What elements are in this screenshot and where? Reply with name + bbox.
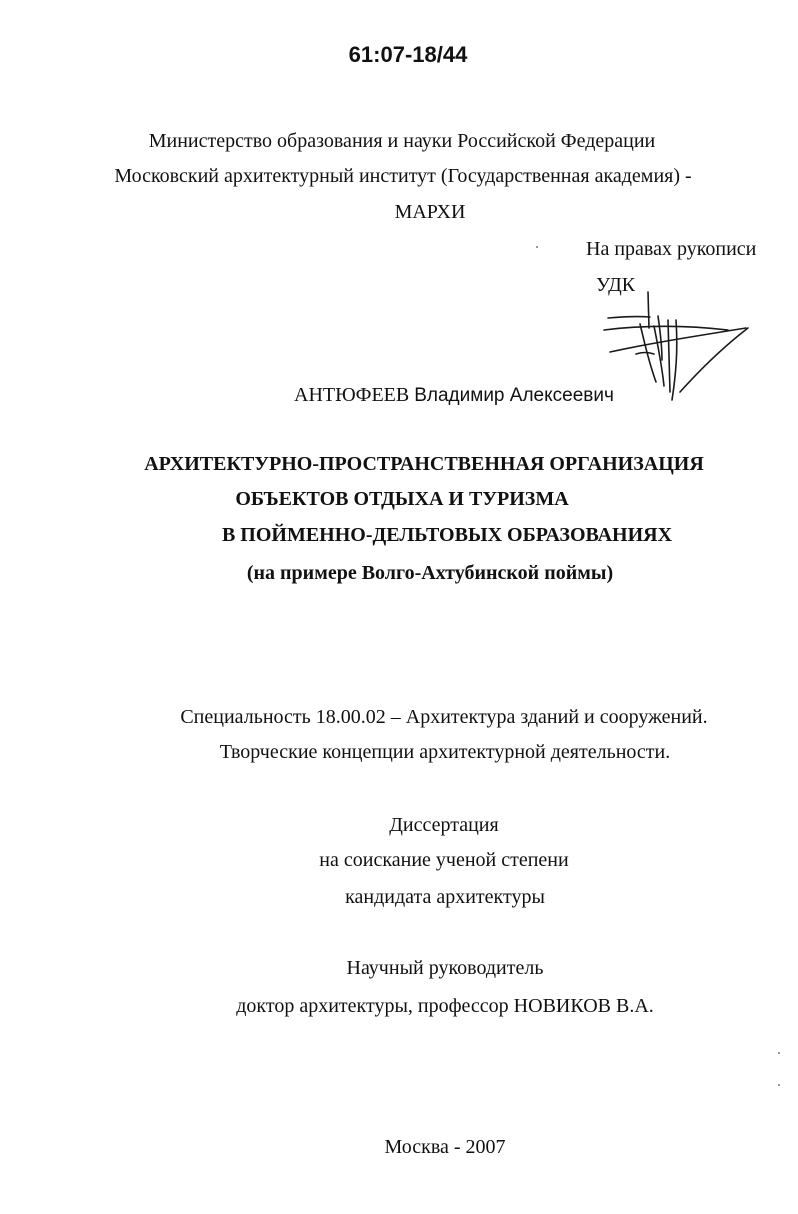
scan-speck xyxy=(778,1084,780,1086)
author-given-names: Владимир Алексеевич xyxy=(414,385,614,406)
scan-speck xyxy=(536,246,538,248)
handwritten-signature xyxy=(596,290,756,402)
city-year: Москва - 2007 xyxy=(384,1136,506,1158)
manuscript-note: На правах рукописи xyxy=(586,238,757,260)
udk-label: УДК xyxy=(596,274,636,296)
degree-line-1: Диссертация xyxy=(389,814,499,836)
catalog-number: 61:07-18/44 xyxy=(348,42,468,67)
ministry-name: Министерство образования и науки Российской Федерации xyxy=(148,130,656,152)
specialty-line-2: Творческие концепции архитектурной деятельности. xyxy=(219,741,671,763)
degree-line-3: кандидата архитектуры xyxy=(345,886,545,908)
title-line-3: В ПОЙМЕННО-ДЕЛЬТОВЫХ ОБРАЗОВАНИЯХ xyxy=(221,524,673,546)
scan-speck xyxy=(778,1052,780,1054)
supervisor-label: Научный руководитель xyxy=(346,957,544,979)
degree-line-2: на соискание ученой степени xyxy=(319,849,569,871)
institute-abbreviation: МАРХИ xyxy=(394,201,466,223)
title-line-1: АРХИТЕКТУРНО-ПРОСТРАНСТВЕННАЯ ОРГАНИЗАЦИЯ xyxy=(144,453,704,475)
title-line-2: ОБЪЕКТОВ ОТДЫХА И ТУРИЗМА xyxy=(235,488,569,510)
author-surname: АНТЮФЕЕВ xyxy=(294,384,410,406)
specialty-line-1: Специальность 18.00.02 – Архитектура зданий и сооружений. xyxy=(180,706,708,728)
supervisor-name: доктор архитектуры, профессор НОВИКОВ В.А. xyxy=(236,995,654,1017)
title-subtitle: (на примере Волго-Ахтубинской поймы) xyxy=(246,562,614,584)
author xyxy=(294,383,614,408)
institute-name: Московский архитектурный институт (Государственная академия) - xyxy=(114,165,692,187)
